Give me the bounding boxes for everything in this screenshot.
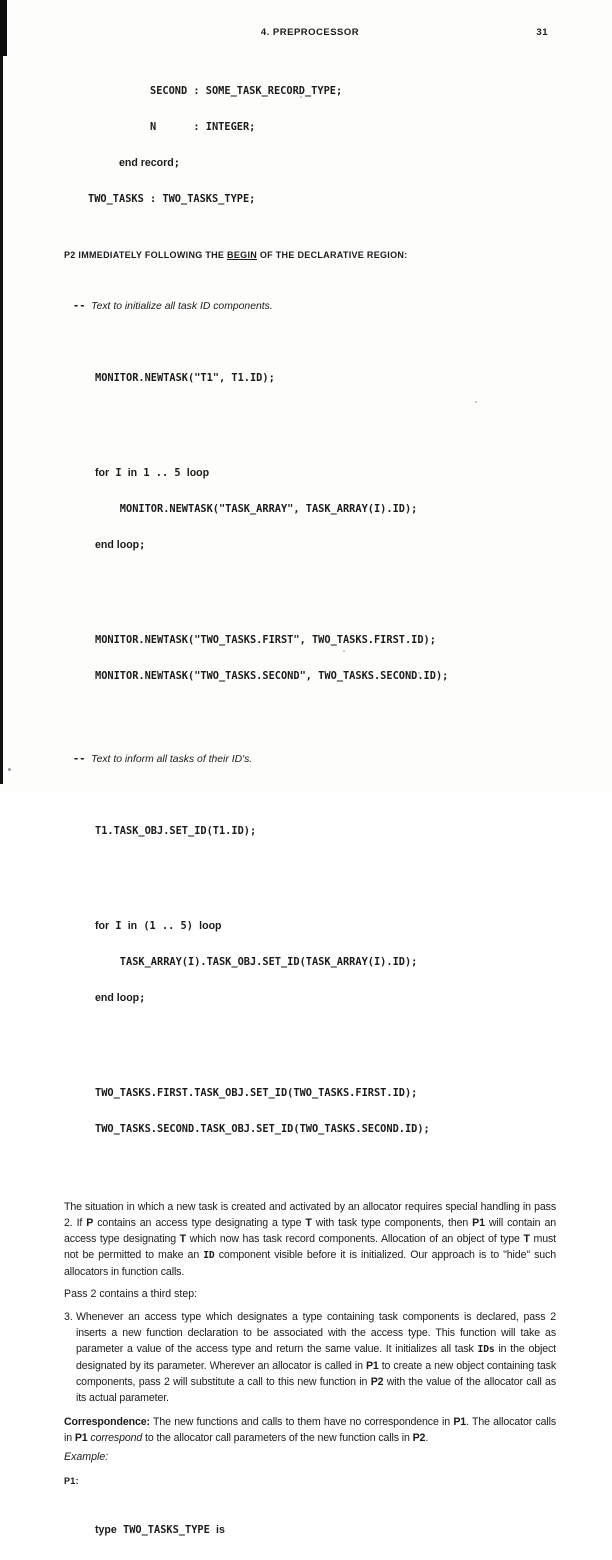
scan-edge-artifact (0, 0, 3, 784)
paragraph-pass2-third-step: Pass 2 contains a third step: (64, 1288, 198, 1300)
code-line: MONITOR.NEWTASK("T1", T1.ID); (95, 372, 275, 384)
list-item-3 (64, 1309, 556, 1406)
code-line: MONITOR.NEWTASK("TASK_ARRAY", TASK_ARRAY(I).ID); (95, 503, 418, 515)
code-line: end loop; (95, 539, 146, 551)
paragraph-correspondence: Correspondence: The new functions and calls to them have no correspondence in P1. The allocator calls in P1 correspond to the allocator call parameters of the new function calls in P2. (64, 1416, 556, 1444)
code-line: SECOND : SOME_TASK_RECORD_TYPE; (88, 85, 343, 97)
code-stanza (95, 801, 556, 861)
code-line: TWO_TASKS.FIRST.TASK_OBJ.SET_ID(TWO_TASKS.FIRST.ID); (95, 1087, 418, 1099)
code-comment: -- Text to initialize all task ID components. (73, 300, 273, 312)
code-line: for I in (1 .. 5) loop (95, 920, 222, 932)
page-header (64, 0, 556, 40)
scan-noise-speck (8, 768, 11, 771)
code-block-record-declaration (88, 61, 556, 229)
example-label: Example: (64, 1451, 109, 1463)
code-line: end loop; (95, 992, 146, 1004)
code-line: T1.TASK_OBJ.SET_ID(T1.ID); (95, 825, 257, 837)
code-block-p1-type-declaration (95, 1500, 556, 1560)
code-line: N : INTEGER; (88, 121, 256, 133)
scan-corner-artifact (0, 0, 7, 56)
code-line: type TWO_TASKS_TYPE is (95, 1524, 225, 1536)
code-stanza (95, 443, 556, 575)
code-line: TASK_ARRAY(I).TASK_OBJ.SET_ID(TASK_ARRAY(I).ID); (95, 956, 418, 968)
code-block-task-initialization (73, 276, 556, 1183)
section-header: 4. PREPROCESSOR (260, 27, 360, 38)
code-line: TWO_TASKS : TWO_TASKS_TYPE; (88, 193, 256, 205)
list-item-number: 3. (64, 1311, 73, 1323)
code-comment: -- Text to inform all tasks of their ID's. (73, 753, 253, 765)
page-number: 31 (536, 27, 548, 38)
list-item-text: Whenever an access type which designates a type containing task components is declared, pass 2 inserts a new function declaration to be associated with the access type. This function will take as parameter a value of the access type and return the same value. It initializes all task IDs in the object designated by its parameter. Wherever an allocator is called in P1 to create a new object containing task components, pass 2 will substitute a call to this new function in P2 with the value of the allocator call as its actual parameter. (76, 1311, 557, 1404)
code-line: TWO_TASKS.SECOND.TASK_OBJ.SET_ID(TWO_TASKS.SECOND.ID); (95, 1123, 430, 1135)
p2-declarative-region-heading: P2 IMMEDIATELY FOLLOWING THE BEGIN OF THE DECLARATIVE REGION: (64, 250, 408, 260)
code-line: for I in 1 .. 5 loop (95, 467, 210, 479)
paragraph-allocator-situation: The situation in which a new task is created and activated by an allocator requires special handling in pass 2. If P contains an access type designating a type T with task type components, then P1 will contain an access type designating T which now has task record components. Allocation of an object of type T must not be permitted to make an ID component visible before it is initialized. Our approach is to "hide" such allocators in function calls. (64, 1201, 557, 1278)
p1-label: P1: (64, 1476, 79, 1486)
code-line: MONITOR.NEWTASK("TWO_TASKS.FIRST", TWO_TASKS.FIRST.ID); (95, 634, 436, 646)
code-line: MONITOR.NEWTASK("TWO_TASKS.SECOND", TWO_TASKS.SECOND.ID); (95, 670, 449, 682)
page-content (64, 0, 556, 1560)
code-stanza (95, 610, 556, 706)
code-stanza (95, 896, 556, 1028)
code-line: end record; (119, 157, 180, 169)
code-stanza (95, 348, 556, 408)
code-stanza (95, 1063, 556, 1159)
